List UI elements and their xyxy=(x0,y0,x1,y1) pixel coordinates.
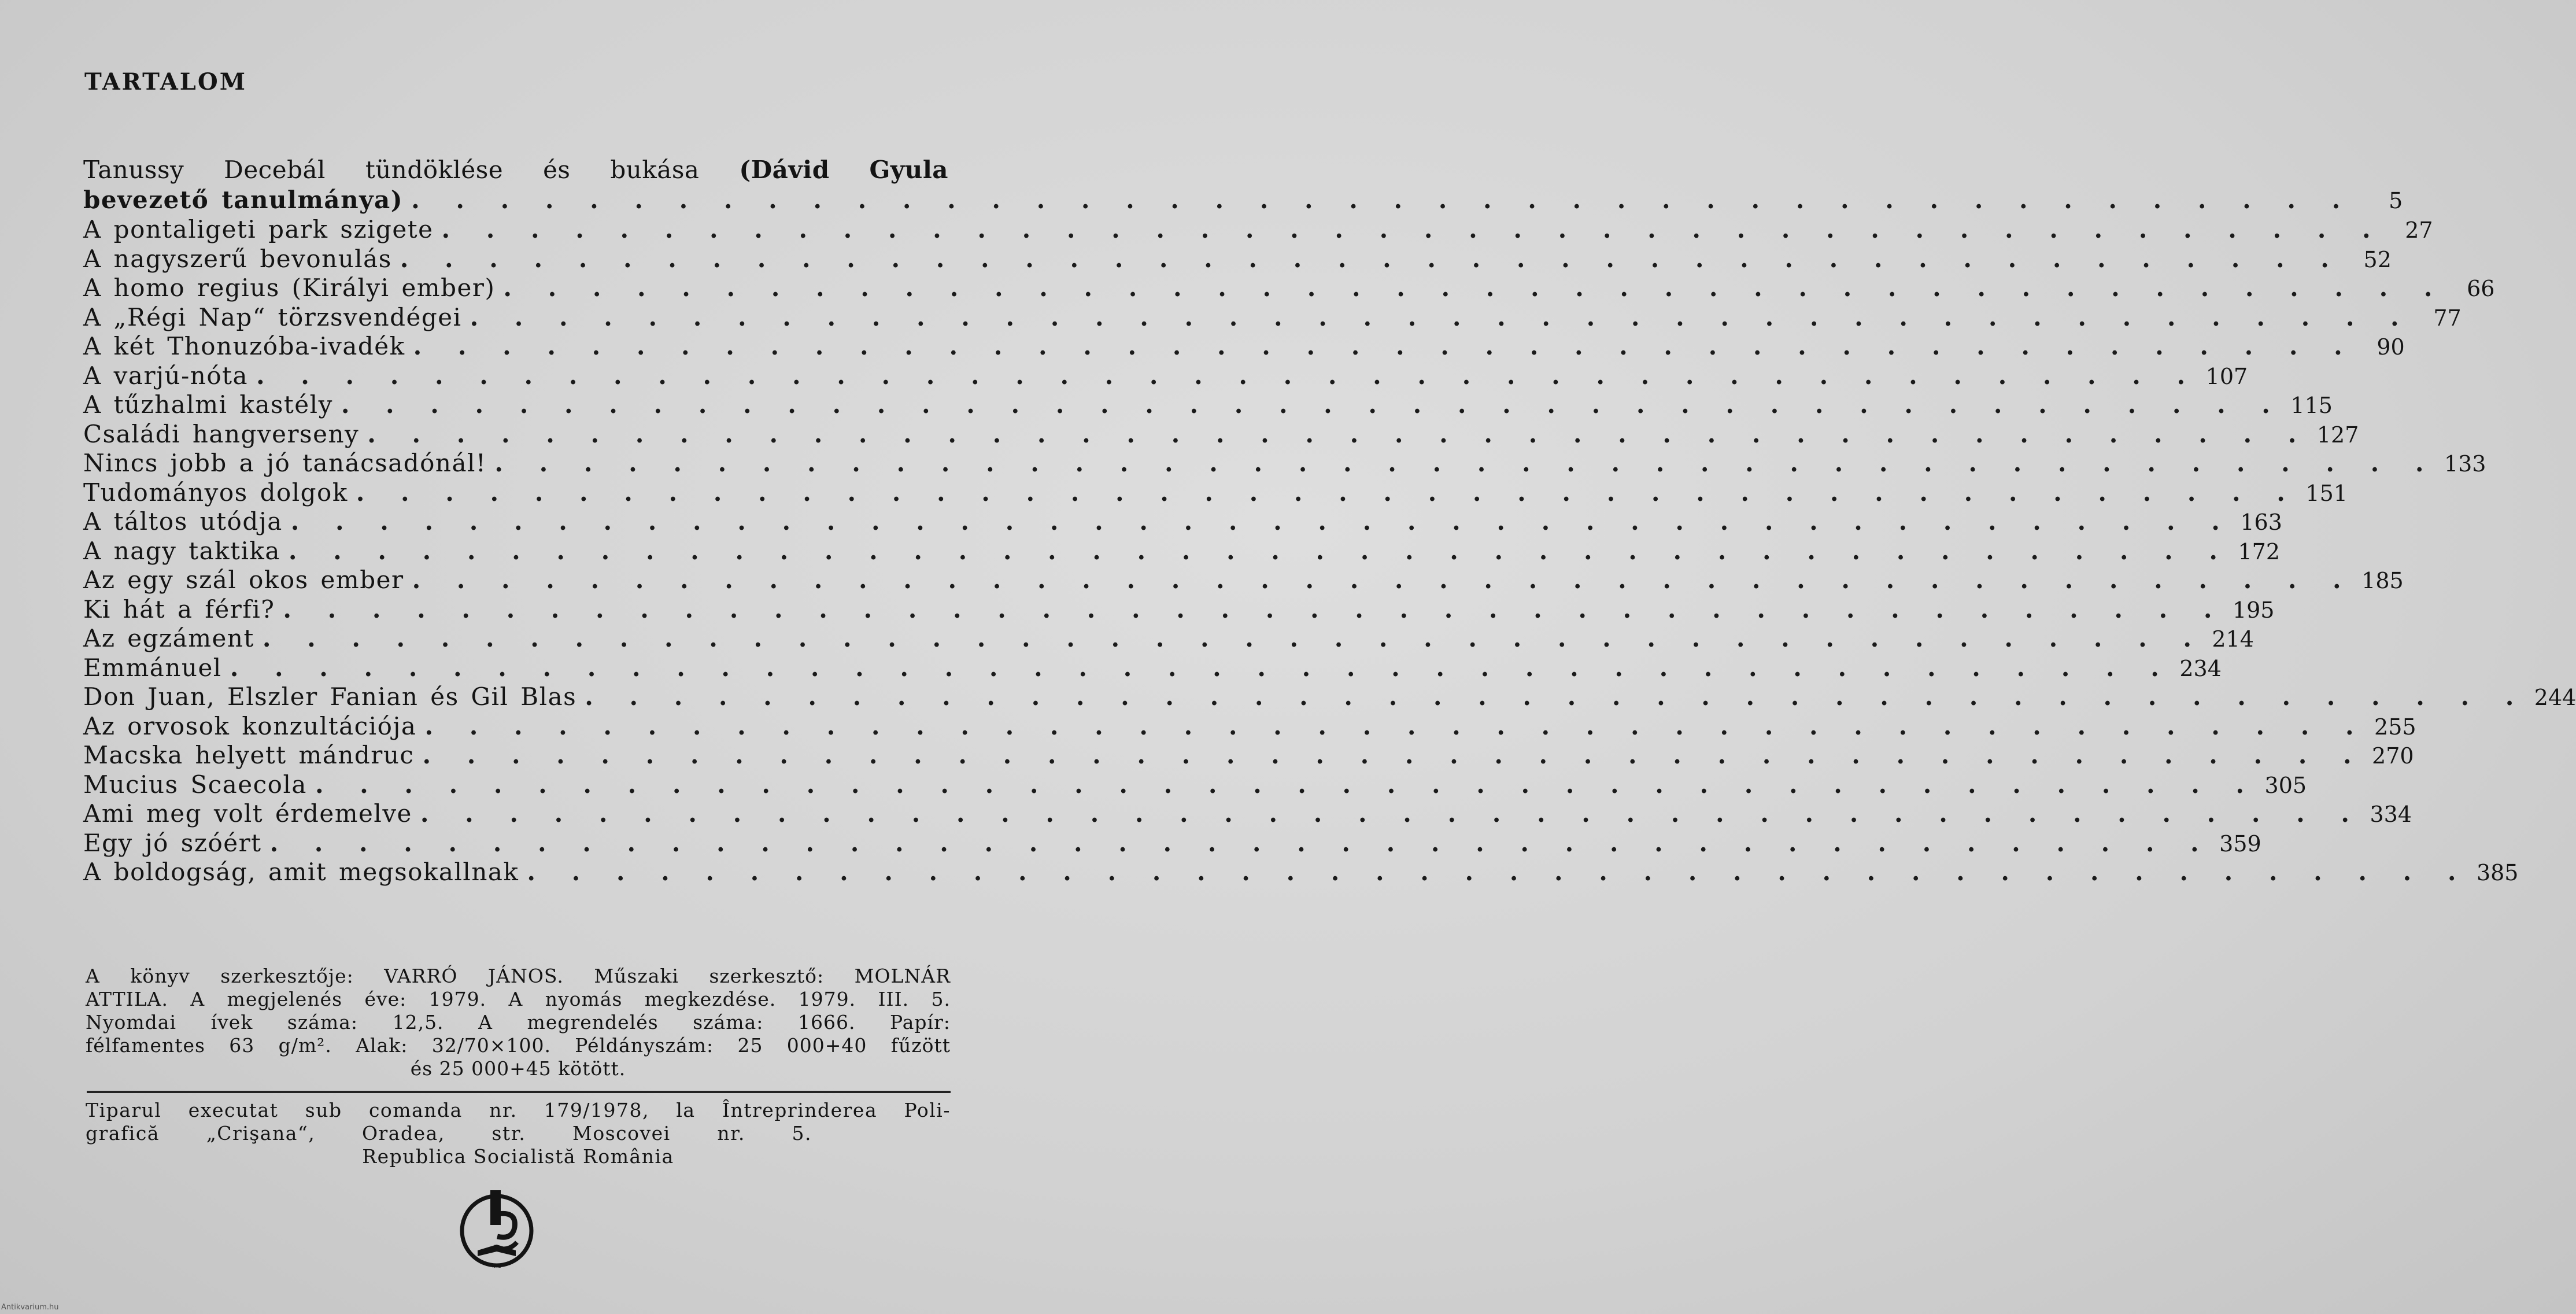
impressum-line: félfamentes 63 g/m². Alak: 32/70×100. Példányszám: 25 000+40 fűzött xyxy=(86,1034,951,1057)
toc-entry xyxy=(83,624,2254,654)
toc-entry xyxy=(83,595,2275,625)
impressum-line: Nyomdai ívek száma: 12,5. A megrendelés száma: 1666. Papír: xyxy=(86,1011,951,1034)
intro-title-line-2 xyxy=(83,185,2403,215)
toc-entry xyxy=(83,828,2261,858)
intro-word: és xyxy=(543,156,571,184)
leader-dots: . . . . . . . . . . . . . . . . . . . . . . . . . . . . . . . . . . . . . . . . . . . . xyxy=(424,711,2368,740)
leader-dots: . . . . . . . . . . . . . . . . . . . . . . . . . . . . . . . . . . . . . . . . . . . . xyxy=(283,595,2226,623)
intro-title-continuation: bevezető tanulmánya) xyxy=(83,186,404,214)
toc-entry-title: Az orvosok konzultációja xyxy=(83,711,417,740)
impressum-line: ATTILA. A megjelenés éve: 1979. A nyomás megkezdése. 1979. III. 5. xyxy=(86,988,951,1010)
leader-dots: . . . . . . . . . . . . . . . . . . . . . . . . . . . . . . . . . . . . . . . . . . . . xyxy=(585,682,2528,711)
page-number: 359 xyxy=(2219,831,2261,857)
toc-entry-title: Mucius Scaecola xyxy=(83,770,307,799)
page-number: 151 xyxy=(2305,480,2348,506)
leader-dots: . . . . . . . . . . . . . . . . . . . . . . . . . . . . . . . . . . . . . . . . . . . . xyxy=(527,858,2470,886)
toc-entry-title: A varjú-nóta xyxy=(83,361,249,390)
page-number: 163 xyxy=(2240,510,2282,535)
leader-dots: . . . . . . . . . . . . . . . . . . . . . . . . . . . . . . . . . . . . . . . . . . . . xyxy=(441,215,2385,243)
toc-entry-title: Egy jó szóért xyxy=(83,828,262,857)
toc-entry xyxy=(83,799,2412,829)
publisher-logo-icon xyxy=(454,1187,539,1271)
toc-entry-title: A tűzhalmi kastély xyxy=(83,390,333,419)
page-number: 107 xyxy=(2205,363,2248,389)
toc-entry-title: A „Régi Nap“ törzsvendégei xyxy=(83,302,462,331)
intro-word: (Dávid xyxy=(739,156,830,184)
page-number: 77 xyxy=(2433,305,2462,331)
toc-entry xyxy=(83,566,2404,595)
toc-entry xyxy=(83,653,2222,683)
page-number: 185 xyxy=(2361,568,2404,593)
leader-dots: . . . . . . . . . . . . . . . . . . . . . . . . . . . . . . . . . . . . . . . . . . . . xyxy=(315,770,2259,799)
page-number: 385 xyxy=(2476,860,2519,885)
page-number: 5 xyxy=(2389,188,2403,213)
page-number: 172 xyxy=(2238,538,2281,564)
printer-line: grafică „Crişana“, Oradea, str. Moscovei nr. 5. xyxy=(86,1122,812,1145)
printer-line: Tiparul executat sub comanda nr. 179/1978, la Întreprinderea Poli- xyxy=(86,1099,951,1121)
leader-dots: . . . . . . . . . . . . . . . . . . . . . . . . . . . . . . . . . . . . . . . . . . . . xyxy=(262,624,2205,652)
toc-entry-title: Nincs jobb a jó tanácsadónál! xyxy=(83,449,487,477)
toc-entry xyxy=(83,858,2519,887)
toc-entry xyxy=(83,274,2495,303)
toc-entry xyxy=(83,302,2462,333)
leader-dots: . . . . . . . . . . . . . . . . . . . . . . . . . . . . . . . . . . . . . . . . . . . . xyxy=(288,536,2232,565)
intro-word: Gyula xyxy=(869,156,948,184)
toc-list xyxy=(83,215,2576,887)
intro-word: Decebál xyxy=(224,156,326,184)
page-title: TARTALOM xyxy=(84,68,247,95)
toc-entry xyxy=(83,478,2348,508)
page-number: 52 xyxy=(2363,246,2392,272)
toc-entry-title: Családi hangverseny xyxy=(83,419,360,448)
page-number: 115 xyxy=(2290,393,2333,418)
leader-dots: . . . . . . . . . . . . . . . . . . . . . . . . . . . . . . . . . . . . . . . . . . . . xyxy=(367,419,2311,448)
toc-entry xyxy=(83,244,2392,274)
toc-entry-title: Macska helyett mándruc xyxy=(83,741,415,769)
toc-entry-title: A nagy taktika xyxy=(83,536,280,565)
toc-entry-title: A boldogság, amit megsokallnak xyxy=(83,858,519,886)
intro-word: tündöklése xyxy=(365,156,504,184)
printer-info xyxy=(86,1099,951,1168)
toc-entry xyxy=(83,770,2307,800)
page-number: 334 xyxy=(2370,802,2412,827)
page-number: 90 xyxy=(2377,334,2405,360)
toc-entry xyxy=(83,682,2576,712)
toc-entry-title: Tudományos dolgok xyxy=(83,478,348,507)
page-number: 127 xyxy=(2316,422,2359,448)
toc-entry-intro xyxy=(83,155,2403,215)
toc-entry xyxy=(83,536,2281,566)
leader-dots: . . . . . . . . . . . . . . . . . . . . . . . . . . . . . . . . . . . . . . . . . . . . xyxy=(413,332,2356,360)
page-number: 66 xyxy=(2467,276,2495,301)
leader-dots: . . . . . . . . . . . . . . . . . . . . . . . . . . . . . . . . . . . . . . . . . . . . xyxy=(412,566,2355,594)
intro-title-line xyxy=(83,155,948,185)
toc-entry xyxy=(83,215,2433,245)
divider-rule xyxy=(87,1091,951,1093)
toc-entry-title: Don Juan, Elszler Fanian és Gil Blas xyxy=(83,682,577,711)
toc-entry xyxy=(83,361,2248,391)
toc-entry xyxy=(83,449,2486,478)
toc-entry xyxy=(83,507,2282,537)
toc-entry-title: A homo regius (Királyi ember) xyxy=(83,274,496,302)
watermark: Antikvarium.hu xyxy=(1,1303,59,1312)
toc-entry-title: A pontaligeti park szigete xyxy=(83,215,434,243)
leader-dots: . . . . . . . . . . . . . . . . . . . . . . . . . . . . . . . . . . . . . . . . . . . . xyxy=(411,186,2355,214)
intro-word: bukása xyxy=(610,156,700,184)
leader-dots: . . . . . . . . . . . . . . . . . . . . . . . . . . . . . . . . . . . . . . . . . . . . xyxy=(494,449,2438,477)
leader-dots: . . . . . . . . . . . . . . . . . . . . . . . . . . . . . . . . . . . . . . . . . . . . xyxy=(503,274,2446,302)
toc-entry-title: Az egy szál okos ember xyxy=(83,566,404,594)
toc-entry-title: Emmánuel xyxy=(83,653,222,682)
leader-dots: . . . . . . . . . . . . . . . . . . . . . . . . . . . . . . . . . . . . . . . . . . . . xyxy=(256,361,2200,390)
leader-dots: . . . . . . . . . . . . . . . . . . . . . . . . . . . . . . . . . . . . . . . . . . . . xyxy=(269,828,2213,857)
page-number: 305 xyxy=(2264,772,2307,798)
leader-dots: . . . . . . . . . . . . . . . . . . . . . . . . . . . . . . . . . . . . . . . . . . . . xyxy=(356,478,2299,507)
logo-text: IPC xyxy=(492,1263,501,1269)
leader-dots: . . . . . . . . . . . . . . . . . . . . . . . . . . . . . . . . . . . . . . . . . . . . xyxy=(422,741,2366,769)
impressum-line: A könyv szerkesztője: VARRÓ JÁNOS. Műszaki szerkesztő: MOLNÁR xyxy=(86,965,951,987)
page-number: 214 xyxy=(2212,626,2254,652)
page-number: 234 xyxy=(2179,655,2222,681)
leader-dots: . . . . . . . . . . . . . . . . . . . . . . . . . . . . . . . . . . . . . . . . . . . . xyxy=(341,390,2284,419)
page-number: 255 xyxy=(2374,714,2416,740)
toc-entry xyxy=(83,332,2405,361)
leader-dots: . . . . . . . . . . . . . . . . . . . . . . . . . . . . . . . . . . . . . . . . . . . . xyxy=(420,799,2364,828)
toc-entry xyxy=(83,419,2359,449)
page-number: 270 xyxy=(2372,743,2414,769)
toc-entry-title: Ami meg volt érdemelve xyxy=(83,799,412,828)
toc-entry-title: A két Thonuzóba-ivadék xyxy=(83,332,405,360)
page-number: 244 xyxy=(2534,685,2576,710)
toc-entry-title: A táltos utódja xyxy=(83,507,283,536)
toc-entry-title: Ki hát a férfi? xyxy=(83,595,275,623)
toc-entry-title: Az egzáment xyxy=(83,624,254,652)
printer-line: Republica Socialistă România xyxy=(362,1145,674,1168)
page-number: 195 xyxy=(2232,597,2275,623)
table-of-contents xyxy=(83,155,2576,887)
impressum xyxy=(86,965,951,1080)
page-number: 133 xyxy=(2444,451,2486,477)
page-number: 27 xyxy=(2405,217,2433,243)
toc-entry xyxy=(83,390,2333,420)
impressum-line: és 25 000+45 kötött. xyxy=(410,1057,626,1080)
toc-entry-title: A nagyszerű bevonulás xyxy=(83,244,392,273)
leader-dots: . . . . . . . . . . . . . . . . . . . . . . . . . . . . . . . . . . . . . . . . . . . . xyxy=(290,507,2234,536)
leader-dots: . . . . . . . . . . . . . . . . . . . . . . . . . . . . . . . . . . . . . . . . . . . . xyxy=(230,653,2173,682)
leader-dots: . . . . . . . . . . . . . . . . . . . . . . . . . . . . . . . . . . . . . . . . . . . . xyxy=(470,302,2413,331)
leader-dots: . . . . . . . . . . . . . . . . . . . . . . . . . . . . . . . . . . . . . . . . . . . . xyxy=(400,244,2343,273)
toc-entry xyxy=(83,711,2416,741)
toc-entry xyxy=(83,741,2414,770)
intro-word: Tanussy xyxy=(83,156,184,184)
